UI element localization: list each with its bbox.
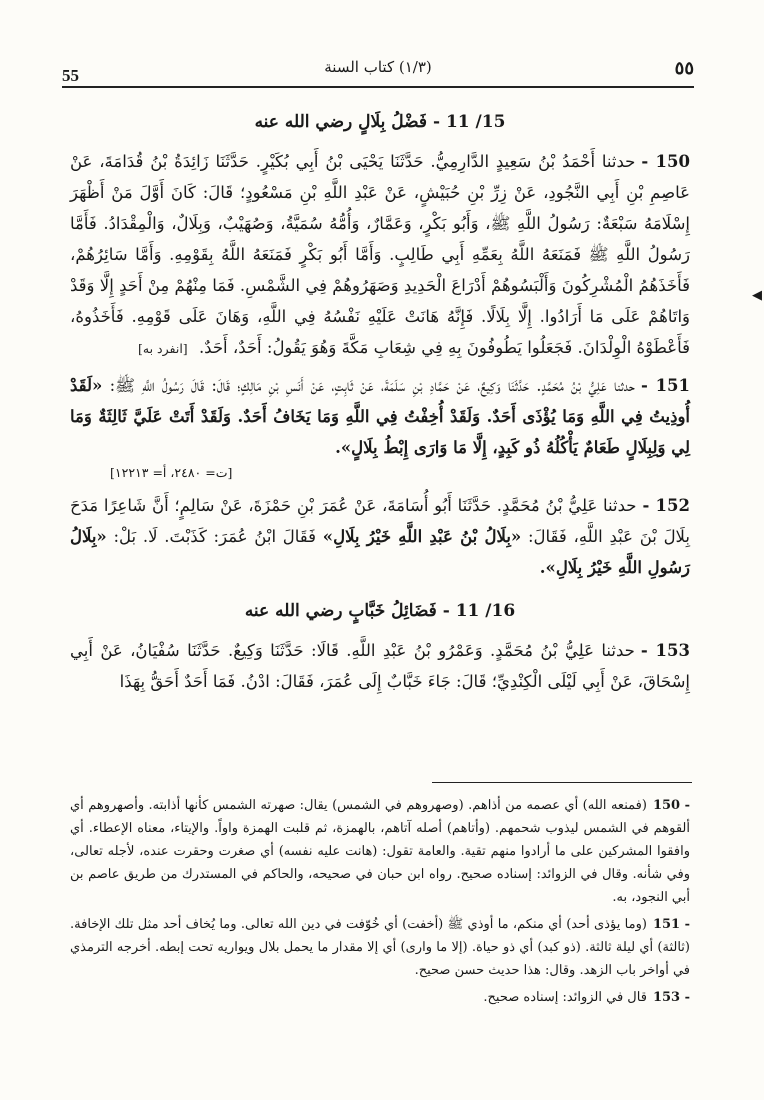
hadith-number: 151 - [640,376,691,395]
page-number-latin: 55 [62,66,79,85]
footnote-text: قال في الزوائد: إسناده صحيح. [483,990,647,1005]
hadith-number: 152 - [642,496,690,515]
footnote-150 [70,794,690,909]
hadith-matn-2: «بِلَالُ رَسُولِ اللَّهِ خَيْرُ بِلَالِ». [70,527,690,577]
page-header [62,52,694,88]
margin-marker-icon: ◀ [752,288,762,303]
footnote-text: (وما يؤذى أحد) أي منكم، ما أوذي ﷺ (أخفت) أي خُوّفت في دين الله تعالى. وما يُخاف أحد مثل تلك الإخافة. (ثالثة) أي ليلة ثالثة. (ذو كبد) أي ذو حياة. (إلا ما وارى) أي إلا مقدار ما يحمل بلال ويواريه تحت إبطه. أخرجه الترمذي في أواخر باب الزهد. وقال: هذا حديث حسن صحيح. [70,917,690,978]
hadith-151 [70,370,690,463]
running-title: (١/٣) كتاب السنة [324,58,432,76]
hadith-reference: [ت= ٢٤٨٠، أ= ١٢٢١٣] [110,465,233,480]
hadith-reference: [انفرد به] [138,341,188,356]
footnote-number: 151 - [652,917,690,932]
footnote-text: (فمنعه الله) أي عصمه من أذاهم. (وصهروهم في الشمس) يقال: صهرته الشمس كأنها أذابته. وأصهروهم أي ألقوهم في الشمس ليذوب شحمهم. (وأتاهم) أصله آتاهم، بالهمزة، ثم قلبت الهمزة واواً. والإيتاء، معناه الإعطاء. أي وافقوا المشركين على ما أرادوا منهم تقية. والعامة تقول: (هانت عليه نفسه) أي صغرت وحقرت عنده، لأجله تعالى، وفي شأنه. وقال في الزوائد: إسناده صحيح. رواه ابن حبان في صحيحه، والحاكم في المستدرك من طريق عاصم بن أبي النجود، به. [70,798,690,905]
section-title-khabbab: 16/ 11 - فَضَائِلُ خَبَّابٍ رضي الله عنه [244,601,516,621]
section-title-bilal: 15/ 11 - فَضْلُ بِلَالٍ رضي الله عنه [254,112,506,132]
hadith-number: 153 - [640,641,690,660]
footnote-number: 153 - [652,990,690,1005]
main-text [70,112,690,703]
hadith-matn: «لَقَدْ أُوذِيتُ فِي اللَّهِ وَمَا يُؤْذَى أَحَدٌ. وَلَقَدْ أُخِفْتُ فِي اللَّهِ وَمَا يَخَافُ أَحَدٌ. وَلَقَدْ أَتَتْ عَلَيَّ ثَالِثَةٌ وَمَا لِي وَلِبِلَالٍ طَعَامٌ يَأْكُلُهُ ذُو كَبِدٍ، إِلَّا مَا وَارَى إِبْطُ بِلَالٍ». [70,376,690,457]
hadith-text: حدثنا عَلِيُّ بْنُ مُحَمَّدٍ. وَعَمْرُو بْنُ عَبْدِ اللَّهِ. قَالَا: حَدَّثَنَا وَكِيعٌ. حَدَّثَنَا سُفْيَانُ، عَنْ أَبِي إِسْحَاقَ، عَنْ أَبِي لَيْلَى الْكِنْدِيِّ؛ قَالَ: جَاءَ خَبَّابٌ إِلَى عُمَرَ، فَقَالَ: ادْنُ. فَمَا أَحَدٌ أَحَقُّ بِهَذَا [70,641,690,691]
page-number-arabic: ٥٥ [674,58,694,79]
hadith-152 [70,490,690,583]
footnote-number: 150 - [652,798,690,813]
hadith-153 [70,635,690,697]
footnotes [70,794,690,1013]
footnote-divider [432,782,692,783]
hadith-text-continued: فَقَالَ ابْنُ عُمَرَ: كَذَبْتَ. لَا. بَلْ: [113,527,317,546]
hadith-150 [70,146,690,364]
hadith-text: حدثنا عَلِيُّ بْنُ مُحَمَّدٍ. حَدَّثَنَا أَبُو أُسَامَةَ، عَنْ عُمَرَ بْنِ حَمْزَةَ، عَنْ سَالِمٍ؛ أَنَّ شَاعِرًا مَدَحَ بِلَالَ بْنَ عَبْدِ اللَّهِ، فَقَالَ: [70,496,690,546]
hadith-text: حدثنا عَلِيُّ بْنُ مُحَمَّدٍ. حَدَّثَنَا وَكِيعٌ، عَنْ حَمَّادِ بْنِ سَلَمَةَ، عَنْ ثَابِتٍ، عَنْ أَنَسِ بْنِ مَالِكٍ؛ قَالَ: قَالَ رَسُولُ اللَّهِ ﷺ: [109,376,635,395]
footnote-153 [70,986,690,1009]
hadith-number: 150 - [641,152,690,171]
hadith-matn: «بِلَالُ بْنُ عَبْدِ اللَّهِ خَيْرُ بِلَالِ» [322,527,522,546]
footnote-151 [70,913,690,982]
hadith-text: حدثنا أَحْمَدُ بْنُ سَعِيدٍ الدَّارِمِيُّ. حَدَّثَنَا يَحْيَى بْنُ أَبِي بُكَيْرٍ. حَدَّثَنَا زَائِدَةُ بْنُ قُدَامَةَ، عَنْ عَاصِمِ بْنِ أَبِي النَّجُودِ، عَنْ زِرِّ بْنِ حُبَيْشٍ، عَنْ عَبْدِ اللَّهِ بْنِ مَسْعُودٍ؛ قَالَ: كَانَ أَوَّلَ مَنْ أَظْهَرَ إِسْلَامَهُ سَبْعَةٌ: رَسُولُ اللَّهِ ﷺ، وَأَبُو بَكْرٍ، وَعَمَّارٌ، وَأُمُّهُ سُمَيَّةُ، وَصُهَيْبٌ، وَبِلَالٌ، وَالْمِقْدَادُ. فَأَمَّا رَسُولُ اللَّهِ ﷺ فَمَنَعَهُ اللَّهُ بِعَمِّهِ أَبِي طَالِبٍ. وَأَمَّا أَبُو بَكْرٍ فَمَنَعَهُ اللَّهُ بِقَوْمِهِ. وَأَمَّا سَائِرُهُمْ، فَأَخَذَهُمُ الْمُشْرِكُونَ وَأَلْبَسُوهُمْ أَدْرَاعَ الْحَدِيدِ وَصَهَرُوهُمْ فِي الشَّمْسِ. فَمَا مِنْهُمْ مِنْ أَحَدٍ إِلَّا وَقَدْ وَاتَاهُمْ عَلَى مَا أَرَادُوا. إِلَّا بِلَالًا. فَإِنَّهُ هَانَتْ عَلَيْهِ نَفْسُهُ فِي اللَّهِ، وَهَانَ عَلَى قَوْمِهِ. فَأَخَذُوهُ، فَأَعْطَوْهُ الْوِلْدَانَ. فَجَعَلُوا يَطُوفُونَ بِهِ فِي شِعَابِ مَكَّةَ وَهُوَ يَقُولُ: أَحَدٌ، أَحَدٌ. [70,152,690,357]
